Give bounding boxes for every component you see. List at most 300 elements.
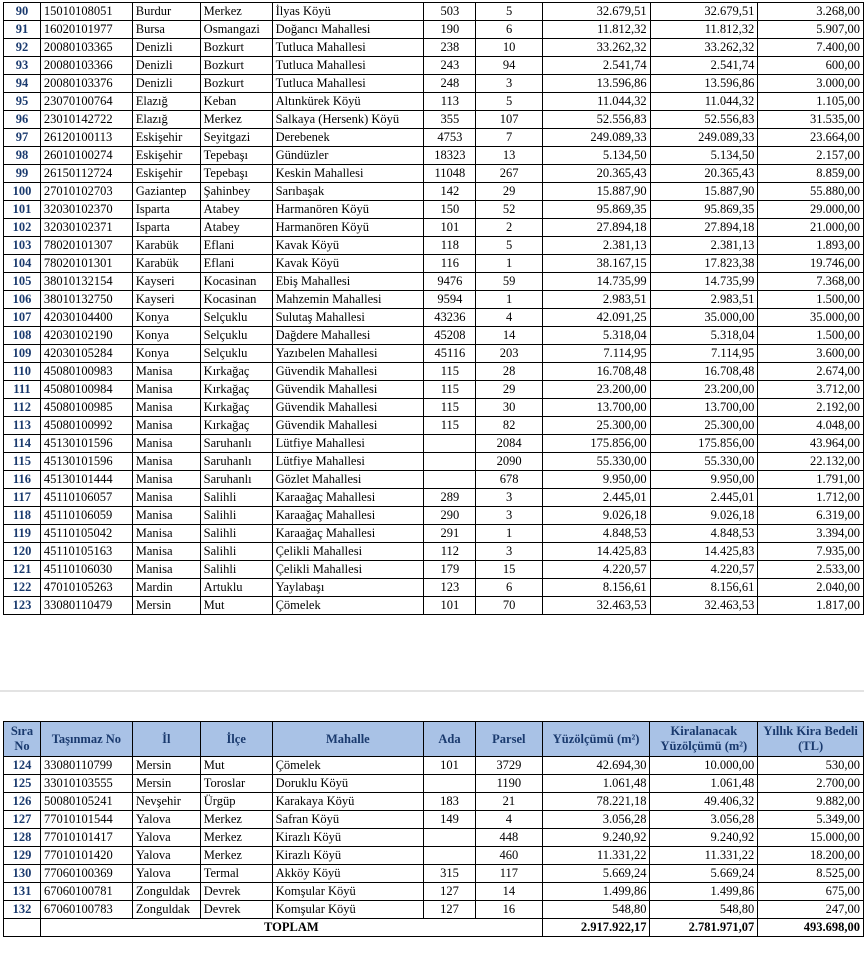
cell-ilce: Selçuklu <box>200 309 272 327</box>
cell-yuzolcumu: 13.596,86 <box>543 75 651 93</box>
cell-yillik-kira-bedeli: 4.048,00 <box>758 417 864 435</box>
cell-mahalle: Kavak Köyü <box>272 255 424 273</box>
cell-mahalle: Kavak Köyü <box>272 237 424 255</box>
cell-parsel: 3729 <box>475 757 542 775</box>
page-break-divider <box>0 690 864 692</box>
cell-kiralanacak-yuzolcumu: 8.156,61 <box>650 579 758 597</box>
cell-parsel: 70 <box>476 597 543 615</box>
cell-yillik-kira-bedeli: 1.500,00 <box>758 291 864 309</box>
table-row <box>4 381 864 399</box>
table-row <box>4 417 864 435</box>
cell-yuzolcumu: 175.856,00 <box>543 435 651 453</box>
cell-yillik-kira-bedeli: 18.200,00 <box>758 847 864 865</box>
cell-yillik-kira-bedeli: 2.192,00 <box>758 399 864 417</box>
cell-parsel: 2090 <box>476 453 543 471</box>
property-table-bottom-body <box>4 757 864 919</box>
cell-yuzolcumu: 7.114,95 <box>543 345 651 363</box>
cell-sira-no: 104 <box>4 255 41 273</box>
cell-il: Manisa <box>132 381 200 399</box>
cell-tasinmaz-no: 26010100274 <box>40 147 132 165</box>
cell-ada <box>424 453 476 471</box>
cell-ada: 315 <box>424 865 476 883</box>
cell-il: Manisa <box>132 525 200 543</box>
header-il: İl <box>132 722 200 757</box>
cell-ilce: Devrek <box>200 901 272 919</box>
table-row <box>4 811 864 829</box>
cell-ada: 290 <box>424 507 476 525</box>
cell-ada: 115 <box>424 363 476 381</box>
cell-yuzolcumu: 5.318,04 <box>543 327 651 345</box>
cell-il: Denizli <box>132 39 200 57</box>
cell-il: Karabük <box>132 255 200 273</box>
cell-parsel: 14 <box>476 327 543 345</box>
cell-yuzolcumu: 55.330,00 <box>543 453 651 471</box>
cell-il: Mardin <box>132 579 200 597</box>
cell-mahalle: Tutluca Mahallesi <box>272 57 424 75</box>
cell-mahalle: Kirazlı Köyü <box>272 829 424 847</box>
cell-ada: 43236 <box>424 309 476 327</box>
cell-ada: 248 <box>424 75 476 93</box>
header-kiralanacak: Kiralanacak Yüzölçümü (m²) <box>650 722 758 757</box>
cell-ilce: Atabey <box>200 201 272 219</box>
cell-sira-no: 99 <box>4 165 41 183</box>
cell-yillik-kira-bedeli: 7.368,00 <box>758 273 864 291</box>
cell-sira-no: 131 <box>4 883 41 901</box>
cell-parsel: 1 <box>476 255 543 273</box>
cell-il: Eskişehir <box>132 147 200 165</box>
cell-yillik-kira-bedeli: 5.907,00 <box>758 21 864 39</box>
cell-mahalle: Karakaya Köyü <box>272 793 424 811</box>
header-mahalle: Mahalle <box>272 722 424 757</box>
cell-kiralanacak-yuzolcumu: 4.848,53 <box>650 525 758 543</box>
cell-yuzolcumu: 11.812,32 <box>543 21 651 39</box>
cell-ada: 150 <box>424 201 476 219</box>
table-row <box>4 597 864 615</box>
cell-ilce: Tepebaşı <box>200 165 272 183</box>
cell-tasinmaz-no: 20080103376 <box>40 75 132 93</box>
cell-parsel: 448 <box>475 829 542 847</box>
table-row <box>4 489 864 507</box>
cell-sira-no: 118 <box>4 507 41 525</box>
cell-yuzolcumu: 548,80 <box>542 901 650 919</box>
cell-ada: 115 <box>424 417 476 435</box>
cell-yillik-kira-bedeli: 6.319,00 <box>758 507 864 525</box>
cell-ada: 101 <box>424 597 476 615</box>
cell-mahalle: Akköy Köyü <box>272 865 424 883</box>
cell-yillik-kira-bedeli: 1.791,00 <box>758 471 864 489</box>
cell-sira-no: 109 <box>4 345 41 363</box>
total-spacer <box>4 919 41 937</box>
cell-parsel: 5 <box>476 237 543 255</box>
cell-sira-no: 125 <box>4 775 41 793</box>
cell-parsel: 30 <box>476 399 543 417</box>
cell-tasinmaz-no: 45110105163 <box>40 543 132 561</box>
cell-mahalle: Harmanören Köyü <box>272 201 424 219</box>
cell-kiralanacak-yuzolcumu: 2.983,51 <box>650 291 758 309</box>
table-row <box>4 327 864 345</box>
cell-ada: 115 <box>424 381 476 399</box>
cell-yillik-kira-bedeli: 675,00 <box>758 883 864 901</box>
table-row <box>4 219 864 237</box>
cell-yillik-kira-bedeli: 8.525,00 <box>758 865 864 883</box>
cell-kiralanacak-yuzolcumu: 9.240,92 <box>650 829 758 847</box>
cell-mahalle: Mahzemin Mahallesi <box>272 291 424 309</box>
cell-yuzolcumu: 2.381,13 <box>543 237 651 255</box>
cell-kiralanacak-yuzolcumu: 33.262,32 <box>650 39 758 57</box>
cell-yuzolcumu: 14.735,99 <box>543 273 651 291</box>
cell-kiralanacak-yuzolcumu: 13.700,00 <box>650 399 758 417</box>
cell-ada <box>424 775 476 793</box>
cell-yuzolcumu: 11.044,32 <box>543 93 651 111</box>
cell-ada: 123 <box>424 579 476 597</box>
cell-mahalle: Güvendik Mahallesi <box>272 417 424 435</box>
cell-ilce: Seyitgazi <box>200 129 272 147</box>
cell-il: Gaziantep <box>132 183 200 201</box>
cell-yillik-kira-bedeli: 29.000,00 <box>758 201 864 219</box>
cell-il: Manisa <box>132 561 200 579</box>
cell-sira-no: 122 <box>4 579 41 597</box>
cell-ilce: Selçuklu <box>200 345 272 363</box>
cell-parsel: 82 <box>476 417 543 435</box>
cell-kiralanacak-yuzolcumu: 14.425,83 <box>650 543 758 561</box>
cell-kiralanacak-yuzolcumu: 52.556,83 <box>650 111 758 129</box>
cell-ilce: Ürgüp <box>200 793 272 811</box>
cell-kiralanacak-yuzolcumu: 1.061,48 <box>650 775 758 793</box>
cell-mahalle: Gündüzler <box>272 147 424 165</box>
cell-mahalle: Dağdere Mahallesi <box>272 327 424 345</box>
table-row <box>4 865 864 883</box>
cell-parsel: 21 <box>475 793 542 811</box>
cell-parsel: 3 <box>476 543 543 561</box>
cell-yillik-kira-bedeli: 21.000,00 <box>758 219 864 237</box>
cell-mahalle: Yazıbelen Mahallesi <box>272 345 424 363</box>
cell-yuzolcumu: 13.700,00 <box>543 399 651 417</box>
cell-mahalle: Çelikli Mahallesi <box>272 543 424 561</box>
cell-ada <box>424 829 476 847</box>
table-row <box>4 39 864 57</box>
cell-kiralanacak-yuzolcumu: 1.499,86 <box>650 883 758 901</box>
cell-yillik-kira-bedeli: 7.400,00 <box>758 39 864 57</box>
table-row <box>4 255 864 273</box>
cell-yillik-kira-bedeli: 2.533,00 <box>758 561 864 579</box>
cell-mahalle: Sulutaş Mahallesi <box>272 309 424 327</box>
total-kiralanacak: 2.781.971,07 <box>650 919 758 937</box>
cell-tasinmaz-no: 50080105241 <box>40 793 132 811</box>
cell-parsel: 3 <box>476 75 543 93</box>
total-yillik-kira-bedeli: 493.698,00 <box>758 919 864 937</box>
table-row <box>4 93 864 111</box>
cell-sira-no: 126 <box>4 793 41 811</box>
cell-yillik-kira-bedeli: 3.394,00 <box>758 525 864 543</box>
property-table-top-body <box>4 3 864 615</box>
cell-sira-no: 92 <box>4 39 41 57</box>
cell-il: Kayseri <box>132 273 200 291</box>
cell-parsel: 4 <box>476 309 543 327</box>
cell-sira-no: 94 <box>4 75 41 93</box>
cell-sira-no: 111 <box>4 381 41 399</box>
cell-sira-no: 114 <box>4 435 41 453</box>
cell-yillik-kira-bedeli: 3.268,00 <box>758 3 864 21</box>
cell-kiralanacak-yuzolcumu: 32.679,51 <box>650 3 758 21</box>
cell-ada: 127 <box>424 883 476 901</box>
cell-yuzolcumu: 25.300,00 <box>543 417 651 435</box>
cell-yuzolcumu: 27.894,18 <box>543 219 651 237</box>
cell-parsel: 13 <box>476 147 543 165</box>
cell-sira-no: 132 <box>4 901 41 919</box>
cell-yillik-kira-bedeli: 530,00 <box>758 757 864 775</box>
cell-ada: 9476 <box>424 273 476 291</box>
cell-sira-no: 121 <box>4 561 41 579</box>
table-row <box>4 543 864 561</box>
cell-ada: 149 <box>424 811 476 829</box>
cell-tasinmaz-no: 15010108051 <box>40 3 132 21</box>
cell-ilce: Selçuklu <box>200 327 272 345</box>
total-label: TOPLAM <box>40 919 542 937</box>
cell-mahalle: İlyas Köyü <box>272 3 424 21</box>
cell-parsel: 14 <box>475 883 542 901</box>
cell-parsel: 1 <box>476 525 543 543</box>
table-row <box>4 757 864 775</box>
table-row <box>4 21 864 39</box>
cell-ada: 115 <box>424 399 476 417</box>
cell-tasinmaz-no: 67060100783 <box>40 901 132 919</box>
cell-yuzolcumu: 38.167,15 <box>543 255 651 273</box>
cell-yillik-kira-bedeli: 1.817,00 <box>758 597 864 615</box>
cell-ilce: Devrek <box>200 883 272 901</box>
cell-mahalle: Altınkürek Köyü <box>272 93 424 111</box>
cell-il: Manisa <box>132 489 200 507</box>
table-row <box>4 525 864 543</box>
cell-ilce: Merkez <box>200 811 272 829</box>
cell-yuzolcumu: 16.708,48 <box>543 363 651 381</box>
cell-yuzolcumu: 20.365,43 <box>543 165 651 183</box>
cell-il: Bursa <box>132 21 200 39</box>
cell-mahalle: Tutluca Mahallesi <box>272 39 424 57</box>
cell-tasinmaz-no: 26120100113 <box>40 129 132 147</box>
cell-kiralanacak-yuzolcumu: 11.331,22 <box>650 847 758 865</box>
cell-tasinmaz-no: 78020101301 <box>40 255 132 273</box>
cell-sira-no: 101 <box>4 201 41 219</box>
cell-sira-no: 95 <box>4 93 41 111</box>
cell-yillik-kira-bedeli: 55.880,00 <box>758 183 864 201</box>
cell-yillik-kira-bedeli: 31.535,00 <box>758 111 864 129</box>
cell-mahalle: Harmanören Köyü <box>272 219 424 237</box>
cell-il: Eskişehir <box>132 129 200 147</box>
cell-sira-no: 98 <box>4 147 41 165</box>
cell-yuzolcumu: 2.445,01 <box>543 489 651 507</box>
cell-ada: 101 <box>424 219 476 237</box>
total-row <box>4 919 864 937</box>
cell-il: Konya <box>132 309 200 327</box>
cell-ada: 127 <box>424 901 476 919</box>
table-row <box>4 111 864 129</box>
cell-parsel: 6 <box>476 579 543 597</box>
cell-yuzolcumu: 9.026,18 <box>543 507 651 525</box>
cell-parsel: 2084 <box>476 435 543 453</box>
cell-sira-no: 93 <box>4 57 41 75</box>
cell-kiralanacak-yuzolcumu: 16.708,48 <box>650 363 758 381</box>
header-parsel: Parsel <box>475 722 542 757</box>
cell-ilce: Bozkurt <box>200 75 272 93</box>
cell-tasinmaz-no: 42030102190 <box>40 327 132 345</box>
cell-sira-no: 120 <box>4 543 41 561</box>
cell-sira-no: 119 <box>4 525 41 543</box>
cell-yuzolcumu: 42.091,25 <box>543 309 651 327</box>
cell-mahalle: Karaağaç Mahallesi <box>272 489 424 507</box>
cell-sira-no: 110 <box>4 363 41 381</box>
cell-il: Mersin <box>132 597 200 615</box>
cell-ada: 238 <box>424 39 476 57</box>
table-row <box>4 847 864 865</box>
cell-parsel: 2 <box>476 219 543 237</box>
cell-kiralanacak-yuzolcumu: 4.220,57 <box>650 561 758 579</box>
cell-tasinmaz-no: 77010101417 <box>40 829 132 847</box>
cell-mahalle: Çelikli Mahallesi <box>272 561 424 579</box>
cell-yillik-kira-bedeli: 1.712,00 <box>758 489 864 507</box>
cell-mahalle: Lütfiye Mahallesi <box>272 453 424 471</box>
cell-il: Manisa <box>132 399 200 417</box>
cell-ada <box>424 435 476 453</box>
cell-yillik-kira-bedeli: 247,00 <box>758 901 864 919</box>
cell-mahalle: Komşular Köyü <box>272 901 424 919</box>
cell-il: Denizli <box>132 57 200 75</box>
cell-yillik-kira-bedeli: 1.500,00 <box>758 327 864 345</box>
cell-ada: 18323 <box>424 147 476 165</box>
cell-ada <box>424 471 476 489</box>
cell-kiralanacak-yuzolcumu: 2.541,74 <box>650 57 758 75</box>
cell-yuzolcumu: 9.240,92 <box>542 829 650 847</box>
cell-ada: 503 <box>424 3 476 21</box>
cell-il: Konya <box>132 345 200 363</box>
cell-il: Yalova <box>132 847 200 865</box>
cell-kiralanacak-yuzolcumu: 49.406,32 <box>650 793 758 811</box>
cell-yuzolcumu: 14.425,83 <box>543 543 651 561</box>
cell-tasinmaz-no: 47010105263 <box>40 579 132 597</box>
cell-kiralanacak-yuzolcumu: 11.044,32 <box>650 93 758 111</box>
cell-ilce: Kırkağaç <box>200 363 272 381</box>
cell-kiralanacak-yuzolcumu: 55.330,00 <box>650 453 758 471</box>
cell-yuzolcumu: 42.694,30 <box>542 757 650 775</box>
cell-parsel: 3 <box>476 489 543 507</box>
cell-kiralanacak-yuzolcumu: 5.134,50 <box>650 147 758 165</box>
cell-ilce: Kocasinan <box>200 273 272 291</box>
cell-tasinmaz-no: 26150112724 <box>40 165 132 183</box>
cell-tasinmaz-no: 45080100984 <box>40 381 132 399</box>
cell-ilce: Eflani <box>200 255 272 273</box>
cell-mahalle: Güvendik Mahallesi <box>272 363 424 381</box>
cell-kiralanacak-yuzolcumu: 13.596,86 <box>650 75 758 93</box>
cell-yuzolcumu: 23.200,00 <box>543 381 651 399</box>
table-row <box>4 291 864 309</box>
cell-il: Manisa <box>132 417 200 435</box>
cell-sira-no: 116 <box>4 471 41 489</box>
table-row <box>4 507 864 525</box>
cell-ilce: Mut <box>200 757 272 775</box>
cell-parsel: 7 <box>476 129 543 147</box>
cell-ilce: Salihli <box>200 525 272 543</box>
cell-sira-no: 90 <box>4 3 41 21</box>
cell-yuzolcumu: 5.669,24 <box>542 865 650 883</box>
cell-tasinmaz-no: 23010142722 <box>40 111 132 129</box>
cell-yillik-kira-bedeli: 22.132,00 <box>758 453 864 471</box>
cell-parsel: 5 <box>476 3 543 21</box>
table-row <box>4 3 864 21</box>
cell-tasinmaz-no: 33080110479 <box>40 597 132 615</box>
cell-kiralanacak-yuzolcumu: 548,80 <box>650 901 758 919</box>
cell-tasinmaz-no: 45130101596 <box>40 453 132 471</box>
header-yillik-kira-bedeli: Yıllık Kira Bedeli (TL) <box>758 722 864 757</box>
cell-sira-no: 91 <box>4 21 41 39</box>
cell-yuzolcumu: 33.262,32 <box>543 39 651 57</box>
cell-ilce: Kırkağaç <box>200 399 272 417</box>
cell-ada: 190 <box>424 21 476 39</box>
cell-ada: 142 <box>424 183 476 201</box>
table-row <box>4 147 864 165</box>
cell-tasinmaz-no: 16020101977 <box>40 21 132 39</box>
cell-parsel: 15 <box>476 561 543 579</box>
cell-yillik-kira-bedeli: 2.040,00 <box>758 579 864 597</box>
cell-yillik-kira-bedeli: 8.859,00 <box>758 165 864 183</box>
cell-mahalle: Komşular Köyü <box>272 883 424 901</box>
cell-mahalle: Güvendik Mahallesi <box>272 381 424 399</box>
header-tasinmaz-no: Taşınmaz No <box>40 722 132 757</box>
cell-ada: 101 <box>424 757 476 775</box>
cell-ilce: Toroslar <box>200 775 272 793</box>
cell-il: Manisa <box>132 543 200 561</box>
header-ilce: İlçe <box>200 722 272 757</box>
table-header-row <box>4 722 864 757</box>
table-row <box>4 309 864 327</box>
cell-ilce: Salihli <box>200 507 272 525</box>
cell-ada: 116 <box>424 255 476 273</box>
cell-yuzolcumu: 95.869,35 <box>543 201 651 219</box>
cell-sira-no: 106 <box>4 291 41 309</box>
cell-tasinmaz-no: 32030102371 <box>40 219 132 237</box>
cell-kiralanacak-yuzolcumu: 9.950,00 <box>650 471 758 489</box>
cell-ilce: Artuklu <box>200 579 272 597</box>
cell-ada: 4753 <box>424 129 476 147</box>
cell-tasinmaz-no: 33010103555 <box>40 775 132 793</box>
cell-tasinmaz-no: 45110106030 <box>40 561 132 579</box>
cell-il: Isparta <box>132 201 200 219</box>
cell-sira-no: 107 <box>4 309 41 327</box>
cell-mahalle: Sarıbaşak <box>272 183 424 201</box>
cell-mahalle: Tutluca Mahallesi <box>272 75 424 93</box>
cell-tasinmaz-no: 45110106059 <box>40 507 132 525</box>
cell-sira-no: 97 <box>4 129 41 147</box>
cell-il: Nevşehir <box>132 793 200 811</box>
cell-yillik-kira-bedeli: 600,00 <box>758 57 864 75</box>
cell-yillik-kira-bedeli: 9.882,00 <box>758 793 864 811</box>
cell-ilce: Saruhanlı <box>200 435 272 453</box>
header-yuzolcumu: Yüzölçümü (m²) <box>542 722 650 757</box>
cell-il: Elazığ <box>132 111 200 129</box>
cell-parsel: 4 <box>475 811 542 829</box>
cell-kiralanacak-yuzolcumu: 2.445,01 <box>650 489 758 507</box>
cell-yuzolcumu: 2.983,51 <box>543 291 651 309</box>
cell-parsel: 1 <box>476 291 543 309</box>
cell-sira-no: 123 <box>4 597 41 615</box>
table-row <box>4 471 864 489</box>
cell-yillik-kira-bedeli: 2.674,00 <box>758 363 864 381</box>
cell-yillik-kira-bedeli: 2.700,00 <box>758 775 864 793</box>
cell-sira-no: 129 <box>4 847 41 865</box>
cell-parsel: 10 <box>476 39 543 57</box>
cell-kiralanacak-yuzolcumu: 17.823,38 <box>650 255 758 273</box>
cell-sira-no: 113 <box>4 417 41 435</box>
cell-il: Isparta <box>132 219 200 237</box>
cell-parsel: 59 <box>476 273 543 291</box>
